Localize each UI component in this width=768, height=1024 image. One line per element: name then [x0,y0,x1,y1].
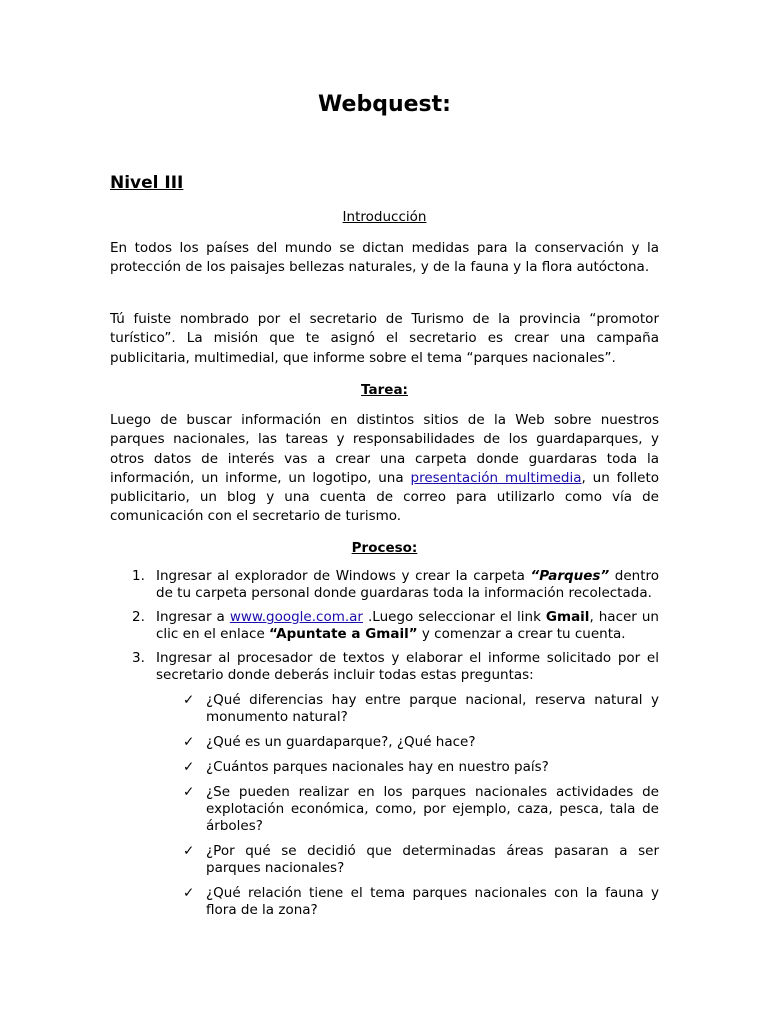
check-icon: ✓ [183,734,195,750]
proceso-heading: Proceso: [351,540,418,556]
step-text: Ingresar al explorador de Windows y crear la carpeta [156,568,531,584]
step-text: .Luego seleccionar el link [362,609,546,625]
gmail-bold-text: Gmail [545,609,590,625]
question-item [156,784,659,835]
questions-list [156,692,659,919]
step-number: 1. [132,568,145,584]
process-step [110,609,659,643]
question-item [156,843,659,877]
question-text: ¿Se pueden realizar en los parques nacionales actividades de explotación económica, como, por ejemplo, caza, pesca, tala de árboles? [206,784,659,834]
question-item [156,692,659,726]
check-icon: ✓ [183,843,195,859]
process-step [110,568,659,602]
step-number: 3. [132,650,145,666]
step-bold-text: “Parques” [530,568,610,584]
tarea-text-before: Luego de buscar información en distintos sitios de la Web sobre nuestros parques nacionales, las tareas y responsabilidades de los guardaparques, y otros datos de interés vas a crear una carpeta donde guardaras toda la información, un informe, un logotipo, una [110,412,659,486]
question-item [156,734,659,751]
check-icon: ✓ [183,885,195,901]
tarea-text-after: , un folleto publicitario, un blog y una cuenta de correo para utilizarlo como vía de comunicación con el secretario de turismo. [110,469,660,525]
check-icon: ✓ [183,759,195,775]
question-text: ¿Qué diferencias hay entre parque nacional, reserva natural y monumento natural? [206,692,659,725]
question-text: ¿Qué es un guardaparque?, ¿Qué hace? [206,734,476,750]
question-text: ¿Cuántos parques nacionales hay en nuestro país? [206,759,549,775]
level-heading: Nivel III [110,173,184,193]
apuntate-bold-text: “Apuntate a Gmail” [269,626,418,642]
page-title: Webquest: [318,92,451,117]
intro-heading: Introducción [342,209,427,225]
question-text: ¿Qué relación tiene el tema parques nacionales con la fauna y flora de la zona? [206,885,659,918]
step-text: Ingresar al procesador de textos y elaborar el informe solicitado por el secretario donde deberás incluir todas estas preguntas: [156,650,659,683]
step-text: y comenzar a crear tu cuenta. [417,626,626,642]
google-link[interactable]: www.google.com.ar [229,609,363,625]
step-text: dentro de tu carpeta personal donde guardaras toda la información recolectada. [156,568,660,601]
intro-paragraph-1: En todos los países del mundo se dictan medidas para la conservación y la protección de los paisajes bellezas naturales, y de la fauna y la flora autóctona. [110,240,659,276]
step-text: Ingresar a [156,609,230,625]
question-text: ¿Por qué se decidió que determinadas áreas pasaran a ser parques nacionales? [206,843,659,876]
process-step [110,650,659,919]
question-item [156,885,659,919]
step-number: 2. [132,609,145,625]
check-icon: ✓ [183,692,195,708]
step-text: , hacer un clic en el enlace [156,609,659,642]
question-item [156,759,659,776]
check-icon: ✓ [183,784,195,800]
tarea-heading: Tarea: [361,382,408,398]
presentacion-multimedia-link[interactable]: presentación multimedia [410,469,582,486]
intro-paragraph-2: Tú fuiste nombrado por el secretario de Turismo de la provincia “promotor turístico”. La misión que te asignó el secretario es crear una campaña publicitaria, multimedial, que informe sobre el tema “parques nacionales”. [110,311,659,366]
tarea-paragraph [110,411,659,527]
process-steps-list [110,568,659,927]
